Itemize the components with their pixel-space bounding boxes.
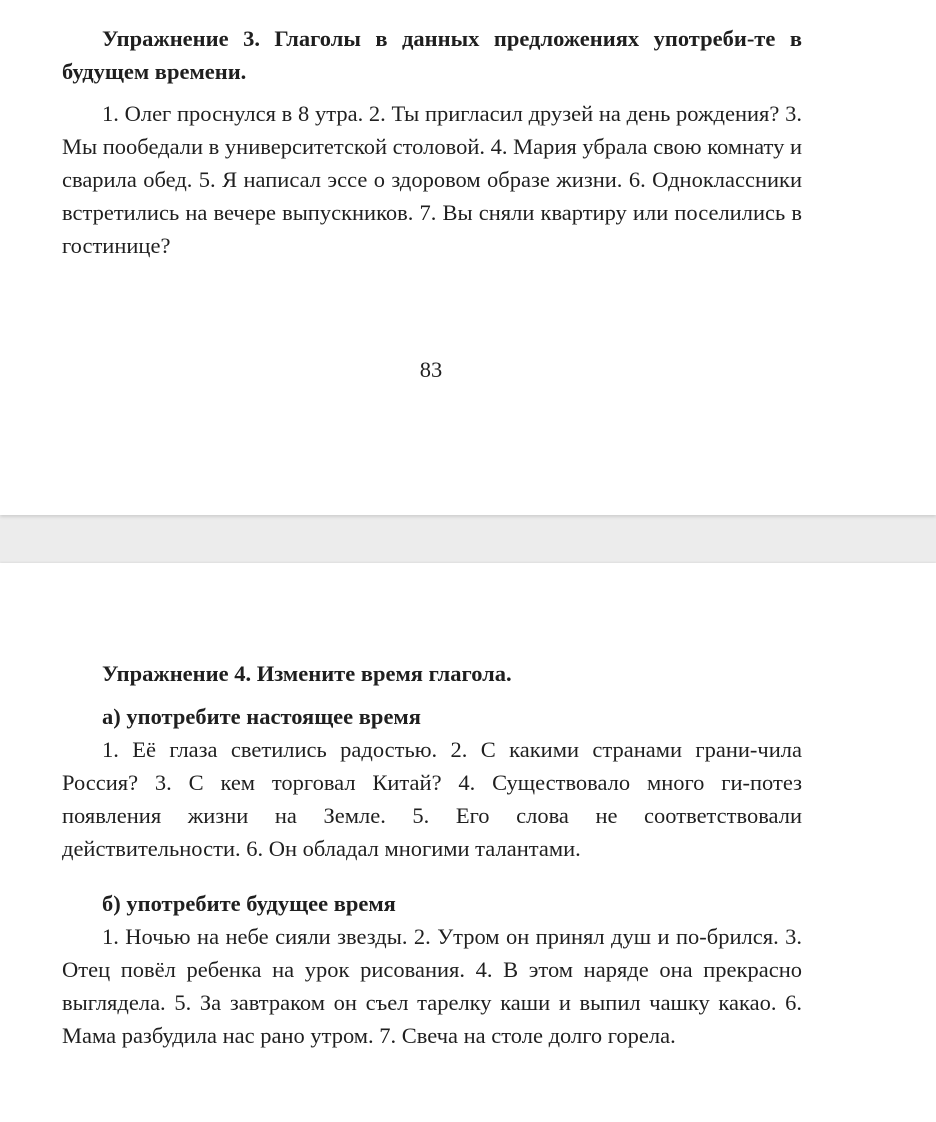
exercise-3-text: 1. Олег проснулся в 8 утра. 2. Ты пригласил друзей на день рождения? 3. Мы пообедали в университетской столовой. 4. Мария убрала свою комнату и сварила обед. 5. Я написал эссе о здоровом образе жизни. 6. Одноклассники встретились на вечере выпускников. 7. Вы сняли квартиру или поселились в гостинице? — [62, 101, 802, 258]
exercise-4a-text: 1. Её глаза светились радостью. 2. С какими странами грани-чила Россия? 3. С кем торговал Китай? 4. Существовало много ги-потез появления жизни на Земле. 5. Его слова не соответствовали действительности. 6. Он обладал многими талантами. — [62, 737, 802, 861]
document-page-next — [0, 563, 936, 1122]
exercise-4 — [62, 657, 802, 1052]
exercise-4-heading: Упражнение 4. Измените время глагола. — [102, 661, 512, 686]
exercise-3 — [62, 22, 802, 262]
exercise-4b-subheading: б) употребите будущее время — [102, 891, 396, 916]
exercise-4a-subheading: а) употребите настоящее время — [102, 704, 421, 729]
page-number: 83 — [419, 357, 443, 382]
document-page-83 — [0, 0, 936, 515]
exercise-3-heading: Упражнение 3. Глаголы в данных предложениях употреби-те в будущем времени. — [62, 26, 802, 84]
exercise-4b-text: 1. Ночью на небе сияли звезды. 2. Утром он принял душ и по-брился. 3. Отец повёл ребенка на урок рисования. 4. В этом наряде она прекрасно выглядела. 5. За завтраком он съел тарелку каши и выпил чашку какао. 6. Мама разбудила нас рано утром. 7. Свеча на столе долго горела. — [62, 924, 802, 1048]
